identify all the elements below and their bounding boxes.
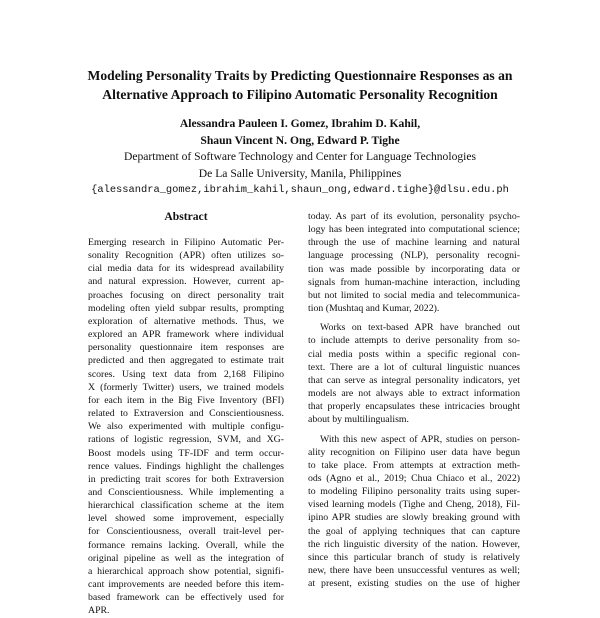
text-line: to include attempts to derive personality from so- — [308, 335, 520, 347]
abstract-body — [88, 236, 284, 618]
text-line: scores. Using text data from 2,168 Filipino — [88, 368, 284, 380]
affiliation-line: Department of Software Technology and Center for Language Technologies — [123, 150, 477, 163]
text-line: that can serve as integral personality indicators, yet — [308, 374, 520, 386]
paper-title — [40, 66, 560, 104]
affiliation-line: De La Salle University, Manila, Philippines — [198, 166, 402, 180]
text-line: We also experimented with multiple configu- — [88, 421, 284, 433]
text-line: APR. — [88, 605, 110, 617]
author-emails: {alessandra_gomez,ibrahim_kahil,shaun_ong,edward.tighe}@dlsu.edu.ph — [91, 184, 509, 196]
text-line: and natural expression. However, current ap- — [88, 276, 284, 288]
title-line: Modeling Personality Traits by Predicting Questionnaire Responses as an — [87, 68, 513, 83]
text-line: explored an APR framework where individual — [88, 329, 284, 341]
intro-paragraph-3 — [308, 433, 520, 591]
text-line: tion (Mushtaq and Kumar, 2022). — [308, 303, 440, 315]
text-line: through the use of machine learning and natural — [308, 237, 520, 249]
text-line: related to Extraversion and Conscientiousness. — [88, 408, 284, 420]
text-line: new, there have been unsuccessful ventures as well; — [308, 565, 520, 577]
abstract-heading: Abstract — [164, 210, 208, 223]
text-line: cant improvements are needed before this item- — [88, 579, 284, 591]
text-line: formance remains lacking. Overall, while the — [88, 539, 284, 551]
text-line: for each item in the Big Five Inventory (BFI) — [88, 394, 284, 406]
text-line: Works on text-based APR have branched out — [320, 322, 520, 334]
text-line: level showed some improvement, especially — [88, 513, 284, 525]
text-line: Emerging research in Filipino Automatic Per- — [88, 237, 284, 248]
text-line: exploration of alternative methods. Thus, we — [88, 315, 284, 327]
text-line: modeling often yield subpar results, prompting — [88, 302, 284, 314]
text-line: and Conscientiousness. While implementing a — [88, 486, 284, 498]
title-line: Alternative Approach to Filipino Automatic Personality Recognition — [102, 87, 498, 102]
text-line: Boost models using TF-IDF and term occur- — [88, 447, 284, 459]
text-line: tion was made possible by incorporating data or — [308, 263, 520, 275]
intro-paragraph-1 — [308, 210, 520, 315]
text-line: based framework can be effectively used for — [88, 592, 284, 604]
text-line: that properly encapsulates these intricacies brought — [308, 401, 520, 413]
text-line: about by multilingualism. — [308, 414, 409, 426]
text-line: today. As part of its evolution, personality psycho- — [308, 211, 520, 222]
text-line: models are not always able to extract information — [308, 388, 520, 400]
text-line: rations of logistic regression, SVM, and XG- — [88, 434, 284, 446]
text-line: ality recognition on Filipino user data have begun — [308, 446, 520, 458]
text-line: language processing (NLP), personality recogni- — [308, 250, 520, 262]
author-block — [40, 116, 560, 199]
text-line: X (formerly Twitter) users, we trained models — [88, 381, 284, 393]
introduction-body — [308, 210, 520, 590]
text-line: cial media posts within a specific regional con- — [308, 348, 520, 360]
text-line: personality questionnaire item responses are — [88, 342, 284, 354]
authors-line: Alessandra Pauleen I. Gomez, Ibrahim D. Kahil, — [179, 117, 421, 130]
text-line: since this particular branch of study is relatively — [308, 551, 520, 563]
text-line: the rich linguistic diversity of the nation. However, — [308, 538, 520, 550]
text-line: to take place. From attempts at extraction meth- — [308, 459, 520, 471]
text-line: text. There are a lot of cultural linguistic nuances — [308, 361, 520, 373]
text-line: to modeling Filipino personality traits using super- — [308, 486, 520, 498]
text-line: rence values. Findings highlight the challenges — [88, 460, 284, 472]
text-line: ods (Agno et al., 2019; Chua Chiaco et al., 2022) — [308, 472, 520, 484]
text-line: for Conscientiousness, overall trait-level per- — [88, 526, 284, 538]
text-line: With this new aspect of APR, studies on person- — [320, 433, 520, 445]
text-line: but not limited to social media and telecommunica- — [308, 289, 520, 301]
authors-line: Shaun Vincent N. Ong, Edward P. Tighe — [200, 133, 400, 147]
text-line: hierarchical classification scheme at the item — [88, 500, 284, 512]
text-line: ipino APR studies are slowly breaking ground with — [308, 512, 520, 524]
text-line: a hierarchical approach show potential, signifi- — [88, 565, 284, 577]
text-line: the goal of applying techniques that can capture — [308, 525, 520, 537]
text-line: at present, existing studies on the use of higher — [308, 578, 520, 590]
text-line: proaches focusing on direct personality trait — [88, 289, 284, 301]
text-line: original pipeline as well as the integration of — [88, 552, 284, 564]
text-line: cial media data for its widespread availability — [88, 263, 284, 275]
text-line: sonality Recognition (APR) often utilizes so- — [88, 250, 284, 262]
text-line: predicted and then aggregated to estimate trait — [88, 355, 284, 367]
intro-paragraph-2 — [308, 321, 520, 426]
text-line: signals from human-machine interaction, including — [308, 276, 520, 288]
text-line: in predicting trait scores for both Extraversion — [88, 473, 284, 485]
text-line: logy has been integrated into computational science; — [308, 224, 520, 236]
text-line: vised learning models (Tighe and Cheng, 2018), Fil- — [308, 499, 520, 511]
